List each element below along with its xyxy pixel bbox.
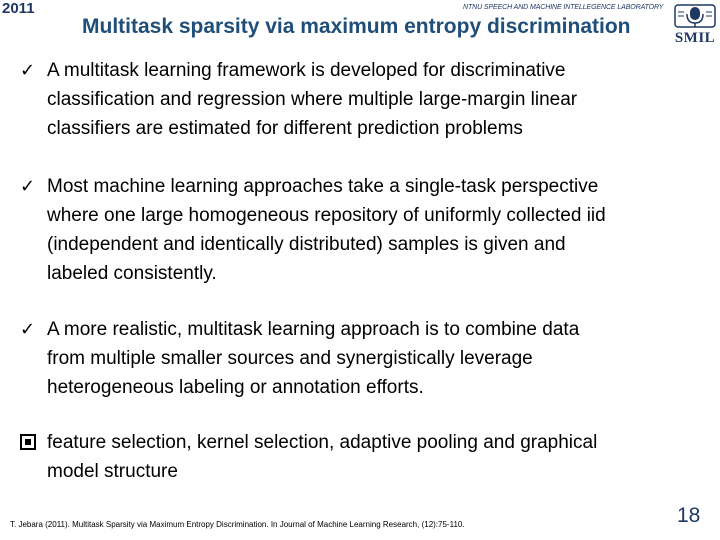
check-icon: ✓: [20, 176, 36, 196]
bullet-text: A more realistic, multitask learning approach is to combine data from multiple smaller sources and synergistically leverage heterogeneous labeling or annotation efforts.: [47, 319, 580, 398]
smil-logo: [672, 2, 718, 46]
page-number: 18: [677, 504, 701, 527]
reference-citation: T. Jebara (2011). Multitask Sparsity via Maximum Entropy Discrimination. In Journal of Machine Learning Research, (12):75-110.: [10, 520, 465, 529]
bullet-text: A multitask learning framework is developed for discriminative classification and regression where multiple large-margin linear classifiers are estimated for different prediction problems: [47, 60, 578, 139]
check-icon: ✓: [20, 319, 36, 339]
bullet-text: Most machine learning approaches take a single-task perspective where one large homogeneous repository of uniformly collected iid (independent and identically distributed) samples is given and labeled consistently.: [47, 176, 606, 284]
logo-text: SMIL: [674, 30, 716, 46]
check-icon: ✓: [20, 60, 36, 80]
lab-name: NTNU SPEECH AND MACHINE INTELLEGENCE LABORATORY: [463, 4, 664, 11]
year-label: 2011: [2, 0, 35, 17]
bullet-text: feature selection, kernel selection, adaptive pooling and graphical model structure: [47, 432, 598, 482]
bullet-item: [20, 56, 707, 143]
microphone-icon: [672, 2, 718, 32]
bullet-item: [20, 428, 707, 486]
bullet-item: [20, 172, 707, 288]
slide-title: Multitask sparsity via maximum entropy discrimination: [82, 15, 631, 38]
square-bullet-icon: [20, 434, 36, 450]
bullet-item: [20, 315, 707, 402]
